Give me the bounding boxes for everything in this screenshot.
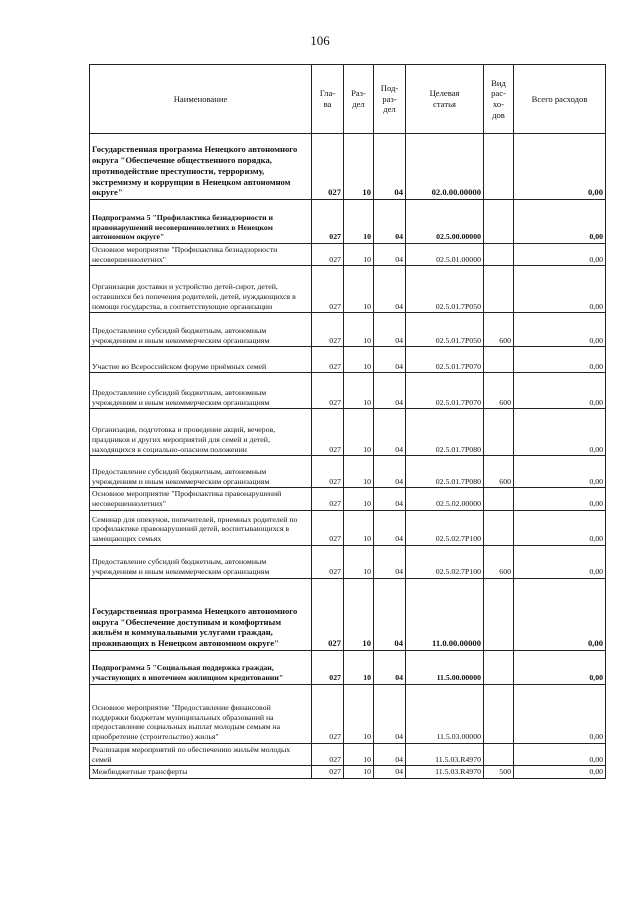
cell-total: 0,00 <box>514 347 606 373</box>
header-subsection <box>374 65 406 134</box>
header-expense-type <box>484 65 514 134</box>
cell-section: 10 <box>344 545 374 578</box>
table-row <box>90 510 606 545</box>
cell-name: Предоставление субсидий бюджетным, автономным учреждениям и иным некоммерческим организациям <box>90 373 312 409</box>
cell-expense-type <box>484 134 514 200</box>
cell-target: 11.5.03.R4970 <box>406 766 484 779</box>
cell-expense-type <box>484 200 514 244</box>
cell-name: Подпрограмма 5 "Социальная поддержка граждан, участвующих в ипотечном жилищном кредитовании" <box>90 650 312 684</box>
cell-target: 02.5.00.00000 <box>406 200 484 244</box>
budget-table <box>89 64 606 779</box>
cell-subsection: 04 <box>374 347 406 373</box>
cell-total: 0,00 <box>514 488 606 510</box>
cell-expense-type <box>484 347 514 373</box>
cell-target: 02.5.02.7Р100 <box>406 510 484 545</box>
cell-expense-type: 600 <box>484 313 514 347</box>
header-line: рас- <box>491 88 506 99</box>
cell-section: 10 <box>344 373 374 409</box>
table-row <box>90 134 606 200</box>
header-line: ва <box>323 99 332 109</box>
cell-total: 0,00 <box>514 650 606 684</box>
cell-section: 10 <box>344 743 374 765</box>
cell-target: 02.5.02.00000 <box>406 488 484 510</box>
cell-total: 0,00 <box>514 578 606 650</box>
table-row <box>90 456 606 488</box>
cell-total: 0,00 <box>514 766 606 779</box>
cell-name: Предоставление субсидий бюджетным, автономным учреждениям и иным некоммерческим организациям <box>90 545 312 578</box>
cell-expense-type <box>484 684 514 743</box>
cell-chapter: 027 <box>312 244 344 266</box>
cell-section: 10 <box>344 244 374 266</box>
cell-chapter: 027 <box>312 409 344 456</box>
cell-subsection: 04 <box>374 578 406 650</box>
header-line: Под- <box>380 82 399 93</box>
header-line: дов <box>492 109 505 120</box>
cell-expense-type <box>484 743 514 765</box>
cell-section: 10 <box>344 347 374 373</box>
cell-subsection: 04 <box>374 488 406 510</box>
cell-subsection: 04 <box>374 373 406 409</box>
cell-total: 0,00 <box>514 134 606 200</box>
cell-chapter: 027 <box>312 134 344 200</box>
cell-target: 02.5.01.7Р050 <box>406 313 484 347</box>
cell-section: 10 <box>344 766 374 779</box>
table-row <box>90 266 606 313</box>
header-line: Гла- <box>319 88 336 99</box>
table-row <box>90 488 606 510</box>
cell-name: Основное мероприятие "Предоставление финансовой поддержки бюджетам муниципальных образований на предоставление социальных выплат молодым семьям на приобретение (строительство) жилья" <box>90 684 312 743</box>
cell-section: 10 <box>344 266 374 313</box>
cell-name: Участие во Всероссийском форуме приёмных семей <box>90 347 312 373</box>
cell-expense-type <box>484 650 514 684</box>
cell-subsection: 04 <box>374 510 406 545</box>
cell-target: 02.5.01.7Р070 <box>406 347 484 373</box>
header-target <box>406 65 484 134</box>
cell-subsection: 04 <box>374 313 406 347</box>
cell-name: Межбюджетные трансферты <box>90 766 312 779</box>
header-line: Раз- <box>351 88 366 99</box>
cell-expense-type: 600 <box>484 456 514 488</box>
table-row <box>90 373 606 409</box>
cell-total: 0,00 <box>514 510 606 545</box>
cell-total: 0,00 <box>514 373 606 409</box>
cell-section: 10 <box>344 578 374 650</box>
cell-subsection: 04 <box>374 766 406 779</box>
cell-total: 0,00 <box>514 743 606 765</box>
cell-name: Предоставление субсидий бюджетным, автономным учреждениям и иным некоммерческим организациям <box>90 313 312 347</box>
cell-chapter: 027 <box>312 684 344 743</box>
header-line: статья <box>433 99 456 109</box>
cell-target: 11.5.03.00000 <box>406 684 484 743</box>
cell-expense-type: 600 <box>484 373 514 409</box>
cell-chapter: 027 <box>312 650 344 684</box>
cell-expense-type <box>484 409 514 456</box>
cell-chapter: 027 <box>312 200 344 244</box>
cell-section: 10 <box>344 650 374 684</box>
cell-name: Основное мероприятие "Профилактика правонарушений несовершеннолетних" <box>90 488 312 510</box>
cell-subsection: 04 <box>374 650 406 684</box>
cell-section: 10 <box>344 409 374 456</box>
cell-expense-type <box>484 244 514 266</box>
cell-name: Основное мероприятие "Профилактика безнадзорности несовершеннолетних" <box>90 244 312 266</box>
header-line: Вид <box>491 77 506 88</box>
table-row <box>90 200 606 244</box>
cell-expense-type <box>484 510 514 545</box>
cell-subsection: 04 <box>374 684 406 743</box>
table-row <box>90 347 606 373</box>
cell-total: 0,00 <box>514 456 606 488</box>
cell-chapter: 027 <box>312 266 344 313</box>
cell-name: Подпрограмма 5 "Профилактика безнадзорности и правонарушений несовершеннолетних в Ненецком автономном округе" <box>90 200 312 244</box>
cell-chapter: 027 <box>312 456 344 488</box>
cell-expense-type <box>484 578 514 650</box>
header-line: раз- <box>382 93 397 104</box>
cell-total: 0,00 <box>514 545 606 578</box>
cell-expense-type: 500 <box>484 766 514 779</box>
cell-total: 0,00 <box>514 266 606 313</box>
table-row <box>90 244 606 266</box>
table-header-row <box>90 65 606 134</box>
cell-target: 02.5.01.7Р050 <box>406 266 484 313</box>
cell-target: 02.5.02.7Р100 <box>406 545 484 578</box>
cell-subsection: 04 <box>374 134 406 200</box>
cell-subsection: 04 <box>374 409 406 456</box>
cell-chapter: 027 <box>312 313 344 347</box>
cell-target: 02.5.01.7Р070 <box>406 373 484 409</box>
cell-name: Предоставление субсидий бюджетным, автономным учреждениям и иным некоммерческим организациям <box>90 456 312 488</box>
cell-total: 0,00 <box>514 313 606 347</box>
cell-expense-type: 600 <box>484 545 514 578</box>
table-row <box>90 545 606 578</box>
cell-section: 10 <box>344 313 374 347</box>
table-row <box>90 313 606 347</box>
cell-chapter: 027 <box>312 766 344 779</box>
table-body <box>90 134 606 779</box>
cell-chapter: 027 <box>312 347 344 373</box>
cell-total: 0,00 <box>514 200 606 244</box>
cell-target: 02.5.01.00000 <box>406 244 484 266</box>
table-row <box>90 578 606 650</box>
table-row <box>90 684 606 743</box>
cell-name: Организация, подготовка и проведение акций, вечеров, праздников и других мероприятий для семей и детей, находящихся в социально-опасном положении <box>90 409 312 456</box>
cell-name: Реализация мероприятий по обеспечению жильём молодых семей <box>90 743 312 765</box>
cell-subsection: 04 <box>374 456 406 488</box>
cell-subsection: 04 <box>374 244 406 266</box>
header-line: Целевая <box>429 88 460 99</box>
cell-section: 10 <box>344 510 374 545</box>
cell-chapter: 027 <box>312 545 344 578</box>
cell-expense-type <box>484 266 514 313</box>
cell-chapter: 027 <box>312 488 344 510</box>
header-total: Всего расходов <box>514 65 606 134</box>
cell-target: 02.0.00.00000 <box>406 134 484 200</box>
cell-target: 02.5.01.7Р080 <box>406 456 484 488</box>
cell-section: 10 <box>344 456 374 488</box>
cell-total: 0,00 <box>514 684 606 743</box>
cell-chapter: 027 <box>312 743 344 765</box>
cell-chapter: 027 <box>312 510 344 545</box>
cell-target: 11.5.03.R4970 <box>406 743 484 765</box>
table-row <box>90 650 606 684</box>
cell-section: 10 <box>344 200 374 244</box>
cell-name: Организация доставки и устройство детей-сирот, детей, оставшихся без попечения родителей, детей, нуждающихся в помощи государства, в соответствующие организации <box>90 266 312 313</box>
cell-target: 11.0.00.00000 <box>406 578 484 650</box>
cell-name: Государственная программа Ненецкого автономного округа "Обеспечение доступным и комфортным жильём и коммунальными услугами граждан, проживающих в Ненецком автономном округе" <box>90 578 312 650</box>
cell-subsection: 04 <box>374 200 406 244</box>
cell-name: Семинар для опекунов, попечителей, приемных родителей по профилактике правонарушений детей, воспитывающихся в замещающих семьях <box>90 510 312 545</box>
cell-subsection: 04 <box>374 266 406 313</box>
cell-expense-type <box>484 488 514 510</box>
cell-section: 10 <box>344 488 374 510</box>
header-section <box>344 65 374 134</box>
cell-section: 10 <box>344 684 374 743</box>
cell-name: Государственная программа Ненецкого автономного округа "Обеспечение общественного порядка, противодействие преступности, терроризму, экстремизму и коррупции в Ненецком автономном округе" <box>90 134 312 200</box>
cell-total: 0,00 <box>514 409 606 456</box>
cell-subsection: 04 <box>374 545 406 578</box>
cell-subsection: 04 <box>374 743 406 765</box>
cell-section: 10 <box>344 134 374 200</box>
cell-chapter: 027 <box>312 578 344 650</box>
header-chapter <box>312 65 344 134</box>
table-row <box>90 766 606 779</box>
header-name: Наименование <box>90 65 312 134</box>
cell-total: 0,00 <box>514 244 606 266</box>
header-line: дел <box>352 99 365 109</box>
table-row <box>90 743 606 765</box>
cell-chapter: 027 <box>312 373 344 409</box>
cell-target: 02.5.01.7Р080 <box>406 409 484 456</box>
table-row <box>90 409 606 456</box>
cell-target: 11.5.00.00000 <box>406 650 484 684</box>
header-line: дел <box>383 104 396 115</box>
page-number: 106 <box>310 33 330 48</box>
header-line: хо- <box>492 99 505 109</box>
